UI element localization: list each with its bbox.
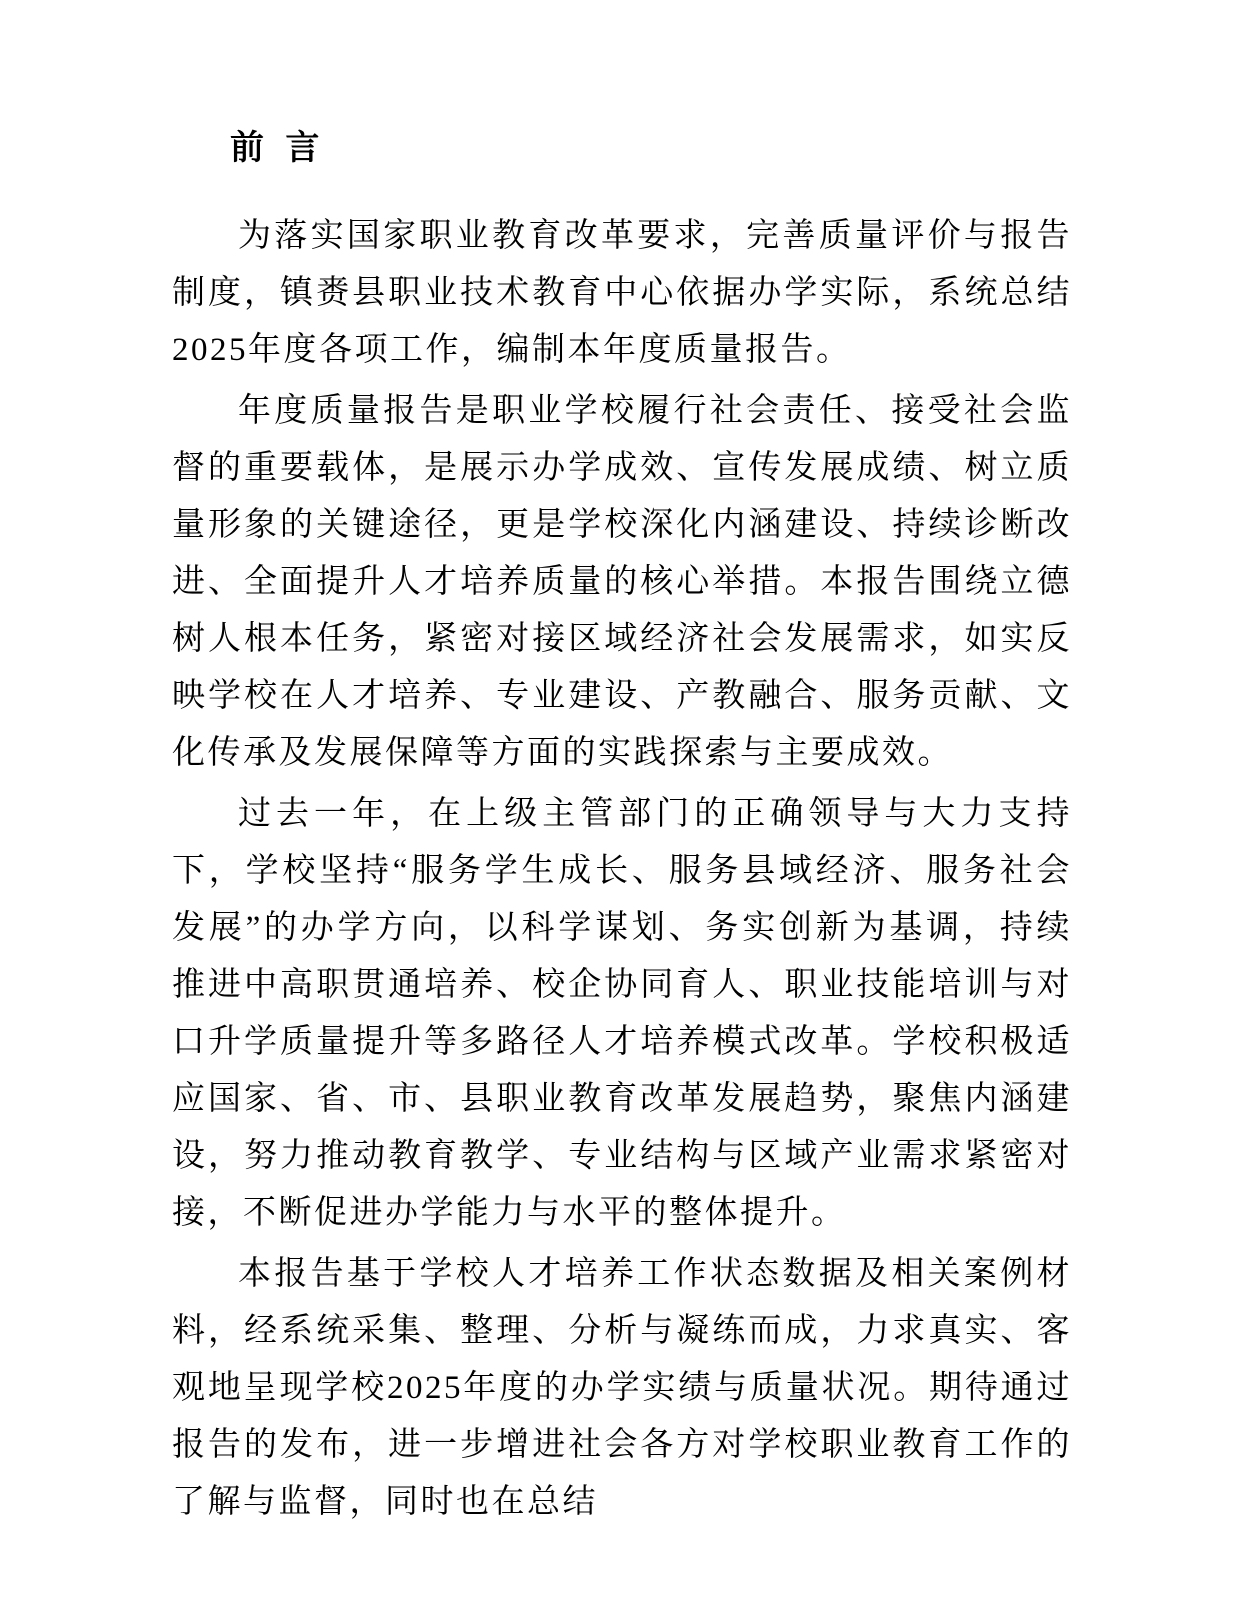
paragraph-data-basis: 本报告基于学校人才培养工作状态数据及相关案例材料，经系统采集、整理、分析与凝练而成，力求真实、客观地呈现学校2025年度的办学实绩与质量状况。期待通过报告的发布，进一步增进社会各方对学校职业教育工作的了解与监督，同时也在总结 xyxy=(172,1256,1072,1520)
page-title: 前 言 xyxy=(230,130,321,167)
paragraph-report-purpose: 年度质量报告是职业学校履行社会责任、接受社会监督的重要载体，是展示办学成效、宣传发展成绩、树立质量形象的关键途径，更是学校深化内涵建设、持续诊断改进、全面提升人才培养质量的核心举措。本报告围绕立德树人根本任务，紧密对接区域经济社会发展需求，如实反映学校在人才培养、专业建设、产教融合、服务贡献、文化传承及发展保障等方面的实践探索与主要成效。 xyxy=(172,393,1072,771)
paragraph-past-year: 过去一年，在上级主管部门的正确领导与大力支持下，学校坚持“服务学生成长、服务县域经济、服务社会发展”的办学方向，以科学谋划、务实创新为基调，持续推进中高职贯通培养、校企协同育人、职业技能培训与对口升学质量提升等多路径人才培养模式改革。学校积极适应国家、省、市、县职业教育改革发展趋势，聚焦内涵建设，努力推动教育教学、专业结构与区域产业需求紧密对接，不断促进办学能力与水平的整体提升。 xyxy=(172,796,1072,1231)
paragraph-intro: 为落实国家职业教育改革要求，完善质量评价与报告制度，镇赉县职业技术教育中心依据办学实际，系统总结2025年度各项工作，编制本年度质量报告。 xyxy=(172,218,1072,368)
